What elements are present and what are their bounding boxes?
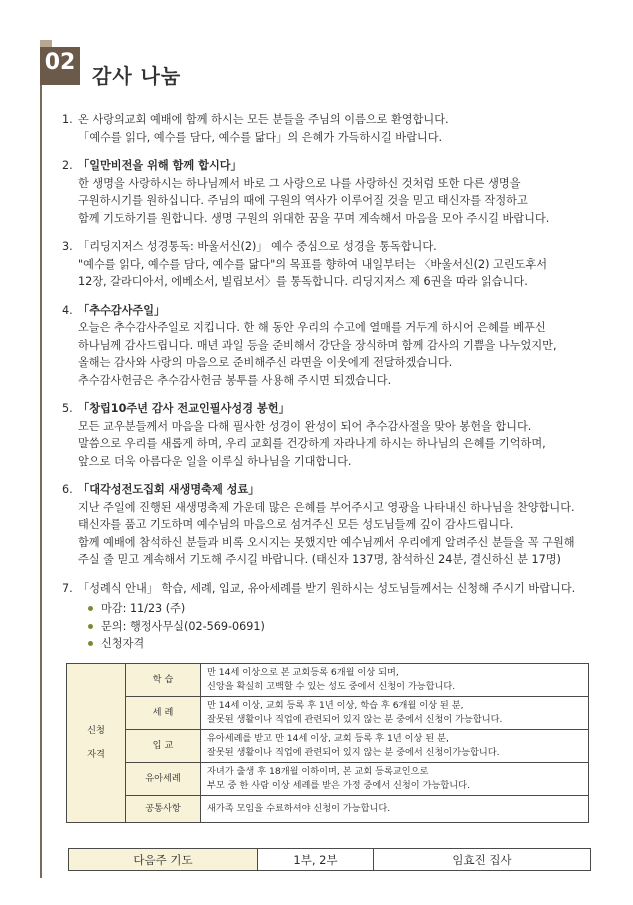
item-line: 함께 기도하기를 원합니다. 생명 구원의 위대한 꿈을 꾸며 계속해서 마음을 모아 주시길 바랍니다. <box>78 211 550 225</box>
description-line: 잘못된 생활이나 직업에 관련되어 있지 않는 분 중에서 신청이 가능합니다. <box>207 714 503 725</box>
item-number: 3. <box>62 240 73 253</box>
item-heading: 「창립10주년 감사 전교인필사성경 봉헌」 <box>78 402 290 415</box>
announcement-item <box>62 157 607 227</box>
item-number: 6. <box>62 483 73 496</box>
item-number: 2. <box>62 159 73 172</box>
item-line: 추수감사헌금은 추수감사헌금 봉투를 사용해 주시면 되겠습니다. <box>78 373 392 387</box>
announcement-item <box>62 238 607 291</box>
item-number: 7. <box>62 581 73 595</box>
item-line: 오늘은 추수감사주일로 지킵니다. 한 해 동안 우리의 수고에 열매를 거두게 하시어 은혜를 베푸신 <box>78 321 546 334</box>
badge-tab <box>40 40 52 47</box>
item-number: 5. <box>62 402 73 415</box>
description-cell <box>201 763 589 796</box>
label-line: 신청 <box>87 725 105 736</box>
item-number: 1. <box>62 113 73 126</box>
bullet-text: 신청자격 <box>101 637 145 650</box>
description-cell <box>201 796 589 823</box>
next-week-prayer-table <box>68 848 591 871</box>
table-row <box>67 697 589 730</box>
item-line: 구원하시기를 원하십니다. 주님의 때에 구원의 역사가 이루어질 것을 믿고 태신자를 작정하고 <box>78 194 528 207</box>
bullet-item <box>88 600 607 618</box>
item-line: 주실 줄 믿고 계속해서 기도해 주시길 바랍니다. (태신자 137명, 참석하신 24분, 결신하신 분 17명) <box>78 553 561 566</box>
item-line: 하나님께 감사드립니다. 매년 과일 등을 준비해서 강단을 장식하며 함께 감사의 기쁨을 나누었지만, <box>78 338 557 352</box>
description-line: 부모 중 한 사람 이상 세례를 받은 가정 중에서 신청이 가능합니다. <box>207 780 470 791</box>
item-heading: 「리딩지저스 성경통독: 바울서신(2)」 예수 중심으로 성경을 통독합니다. <box>78 240 437 253</box>
bullet-dot-icon <box>88 606 93 611</box>
eligibility-table <box>66 663 589 823</box>
item-line: 온 사랑의교회 예배에 함께 하시는 모든 분들을 주님의 이름으로 환영합니다. <box>78 113 449 126</box>
bullet-text: 마감: 11/23 (주) <box>101 602 186 615</box>
bullet-list <box>88 600 607 653</box>
description-line: 잘못된 생활이나 직업에 관련되어 있지 않는 분 중에서 신청이가능합니다. <box>207 747 500 758</box>
next-prayer-person: 임효진 집사 <box>374 849 591 871</box>
item-heading: 「대각성전도집회 새생명축제 성료」 <box>78 483 260 496</box>
description-line: 유아세례를 받고 만 14세 이상, 교회 등록 후 1년 이상 된 분, <box>207 733 449 744</box>
next-prayer-label: 다음주 기도 <box>69 849 258 871</box>
description-line: 신앙을 확실히 고백할 수 있는 성도 중에서 신청이 가능합니다. <box>207 681 456 692</box>
category-cell: 학 습 <box>126 664 201 697</box>
eligibility-label <box>67 664 126 823</box>
description-line: 만 14세 이상으로 본 교회등록 6개월 이상 되며, <box>207 667 399 678</box>
item-line: "예수를 읽다, 예수를 담다, 예수를 닮다"의 목표를 향하여 내일부터는 〈바울서신(2) 고린도후서 <box>78 257 548 271</box>
description-cell <box>201 664 589 697</box>
table-row <box>67 664 589 697</box>
item-heading: 「성례식 안내」 학습, 세례, 입교, 유아세례를 받기 원하시는 성도님들께서는 신청해 주시기 바랍니다. <box>78 581 576 595</box>
table-row <box>67 796 589 823</box>
description-line: 새가족 모임을 수료하셔야 신청이 가능합니다. <box>207 803 391 814</box>
announcement-item <box>62 580 607 653</box>
item-line: 태신자를 품고 기도하며 예수님의 마음으로 섬겨주신 모든 성도님들께 깊이 감사드립니다. <box>78 518 514 531</box>
bullet-item <box>88 618 607 636</box>
item-line: 올해는 감사와 사랑의 마음으로 준비해주신 라면을 이웃에게 전달하겠습니다. <box>78 356 453 369</box>
bullet-text: 문의: 행정사무실(02-569-0691) <box>101 619 265 633</box>
category-cell: 유아세례 <box>126 763 201 796</box>
description-cell <box>201 730 589 763</box>
announcement-list <box>62 111 607 664</box>
announcement-item <box>62 111 607 146</box>
announcement-item <box>62 481 607 569</box>
item-line: 말씀으로 우리를 새롭게 하며, 우리 교회를 건강하게 자라나게 하시는 하나님의 은혜를 기억하며, <box>78 437 546 450</box>
label-line: 자격 <box>87 749 105 760</box>
announcement-item <box>62 400 607 470</box>
category-cell: 세 례 <box>126 697 201 730</box>
table-row <box>69 849 591 871</box>
announcement-item <box>62 302 607 390</box>
bullet-item <box>88 635 607 653</box>
description-line: 만 14세 이상, 교회 등록 후 1년 이상, 학습 후 6개월 이상 된 분, <box>207 700 464 711</box>
item-line: 지난 주일에 진행된 새생명축제 가운데 많은 은혜를 부어주시고 영광을 나타내신 하나님을 찬양합니다. <box>78 500 575 514</box>
next-prayer-service: 1부, 2부 <box>258 849 374 871</box>
item-line: 「예수를 읽다, 예수를 담다, 예수를 닮다」의 은혜가 가득하시길 바랍니다. <box>78 130 443 144</box>
bullet-dot-icon <box>88 624 93 629</box>
item-line: 함께 예배에 참석하신 분들과 비록 오시지는 못했지만 예수님께서 우리에게 알려주신 분들을 꼭 구원해 <box>78 535 575 549</box>
section-title: 감사 나눔 <box>92 64 182 88</box>
description-cell <box>201 697 589 730</box>
item-line: 12장, 갈라디아서, 에베소서, 빌립보서〉를 통독합니다. 리딩지저스 제 6권을 따라 읽습니다. <box>78 275 528 288</box>
table-row <box>67 730 589 763</box>
section-number: 02 <box>44 50 76 75</box>
item-heading: 「추수감사주일」 <box>78 303 166 317</box>
category-cell: 공통사항 <box>126 796 201 823</box>
item-number: 4. <box>62 303 73 317</box>
item-line: 앞으로 더욱 아름다운 일을 이루실 하나님을 기대합니다. <box>78 454 352 468</box>
category-cell: 입 교 <box>126 730 201 763</box>
section-side-rule <box>40 60 42 878</box>
bullet-dot-icon <box>88 641 93 646</box>
item-heading: 「일만비전을 위해 함께 합시다」 <box>78 159 242 172</box>
description-line: 자녀가 출생 후 18개월 이하이며, 본 교회 등록교인으로 <box>207 766 429 777</box>
item-line: 모든 교우분들께서 마음을 다해 필사한 성경이 완성이 되어 추수감사절을 맞아 봉헌을 합니다. <box>78 419 532 433</box>
table-row <box>67 763 589 796</box>
item-line: 한 생명을 사랑하시는 하나님께서 바로 그 사랑으로 나를 사랑하신 것처럼 또한 다른 생명을 <box>78 176 521 190</box>
